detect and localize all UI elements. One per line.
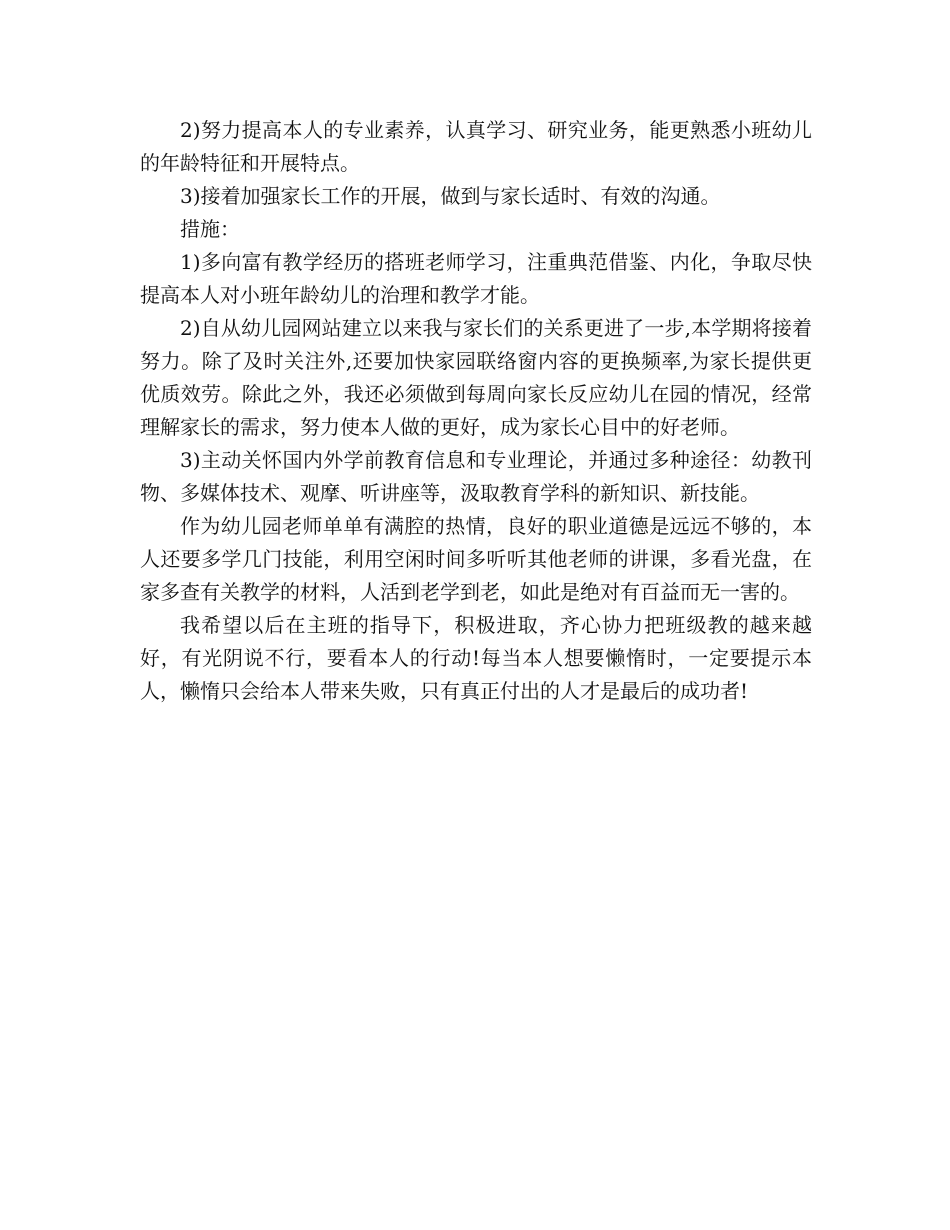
paragraph: 3)接着加强家长工作的开展，做到与家长适时、有效的沟通。 (180, 184, 721, 208)
paragraph: 2)努力提高本人的专业素养，认真学习、研究业务，能更熟悉小班幼儿的年龄特征和开展特点。 (140, 118, 812, 175)
paragraph: 2)自从幼儿园网站建立以来我与家长们的关系更进了一步,本学期将接着努力。除了及时关注外,还要加快家园联络窗内容的更换频率,为家长提供更优质效劳。除此之外，我还必须做到每周向家长反应幼儿在园的情况，经常理解家长的需求，努力使本人做的更好，成为家长心目中的好老师。 (140, 316, 812, 439)
paragraph: 作为幼儿园老师单单有满腔的热情，良好的职业道德是远远不够的，本人还要多学几门技能，利用空闲时间多听听其他老师的讲课，多看光盘，在家多查有关教学的材料，人活到老学到老，如此是绝对有百益而无一害的。 (140, 514, 812, 604)
section-heading: 措施： (180, 217, 240, 241)
paragraph: 1)多向富有教学经历的搭班老师学习，注重典范借鉴、内化，争取尽快提高本人对小班年龄幼儿的治理和教学才能。 (140, 250, 812, 307)
paragraph: 我希望以后在主班的指导下，积极进取，齐心协力把班级教的越来越好，有光阴说不行，要看本人的行动!每当本人想要懒惰时，一定要提示本人，懒惰只会给本人带来失败，只有真正付出的人才是最后的成功者! (140, 613, 812, 703)
document-body (140, 114, 812, 708)
paragraph: 3)主动关怀国内外学前教育信息和专业理论，并通过多种途径：幼教刊物、多媒体技术、观摩、听讲座等，汲取教育学科的新知识、新技能。 (140, 448, 812, 505)
